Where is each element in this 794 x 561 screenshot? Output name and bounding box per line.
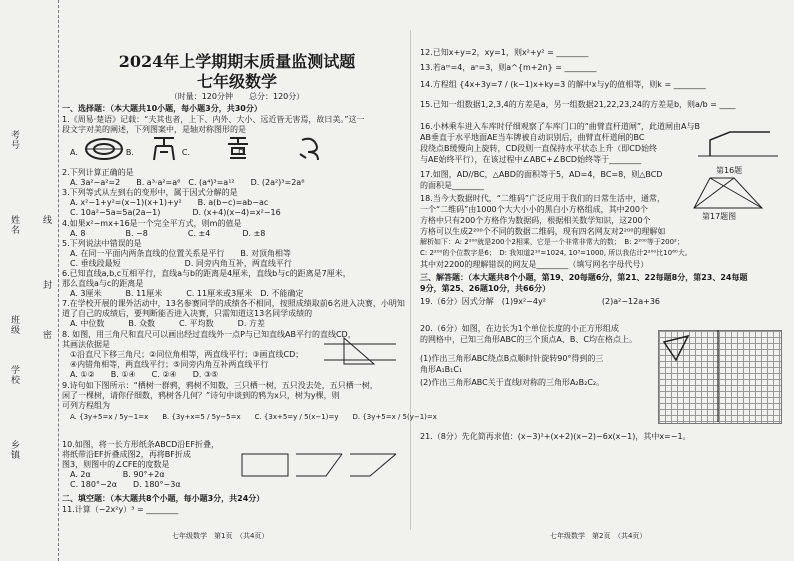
q8-text-a: 8. 如图，用三角尺和直尺可以画出经过直线外一点P与已知直线AB平行的直线CD， <box>62 330 356 339</box>
q18-text-a: 18.当今大数据时代，“二维码”广泛应用于我们的日常生活中，通常， <box>420 194 666 203</box>
q17-figure-label: 第17题图 <box>702 212 737 221</box>
q20-text-d: 角形A₁B₁C₁ <box>420 365 463 374</box>
q8-ruler-figure-icon <box>324 336 396 366</box>
q8-text-b: 其画法依据是 <box>62 340 110 349</box>
q10-text-b: 将纸带沿EF折叠成图2，再将BF折成 <box>62 450 191 459</box>
q9-text-b: 闲了一棵树，请你仔细数，鸦树各几何？”诗句中谈到的鸦为x只，树为y棵，则 <box>62 391 340 400</box>
binding-line-mark: 线 <box>41 215 51 225</box>
q9-options: A. {3y+5=x / 5y−1=x B. {3y+x=5 / 5y−5=x C. {3x+5=y / 5(x−1)=y D. {3y+5=x / 5(y−1)=x <box>70 413 437 421</box>
q18-text-d: 方格可以生成2²⁰⁰个不同的数据二维码，现有四名网友对2²⁰⁰的理解如 <box>420 227 666 236</box>
class-label: 班级 <box>9 315 19 335</box>
q15-text: 15.已知一组数据1,2,3,4的方差是a，另一组数据21,22,23,24的方差是b，则a/b = ____ <box>420 100 736 109</box>
section-1-heading: 一、选择题：（本大题共10小题，每小题3分，共30分） <box>62 104 262 113</box>
q1-text-b: 段文字对美的阐述，下列图案中，是轴对称图形的是 <box>62 125 246 134</box>
q20-text-e: (2)作出三角形ABC关于直线l对称的三角形A₂B₂C₂。 <box>420 378 605 387</box>
q12-text: 12.已知x+y=2，xy=1，则x²+y² = ________ <box>420 48 589 57</box>
q17-text-a: 17.如图，AD//BC，△ABD的面积等于5，AD=4，BC=8，则△BCD <box>420 170 663 179</box>
q11-text: 11.计算（−2x²y）³ = ________ <box>62 505 179 514</box>
q1-figure-c-icon <box>224 134 252 162</box>
town-label: 乡镇 <box>9 440 19 460</box>
q8-steps-a: ①沿直尺下移三角尺；②同位角相等，两直线平行；③画直线CD； <box>70 350 304 359</box>
q5-text: 5.下列说法中错误的是 <box>62 239 142 248</box>
q18-text-f: C: 2²⁰⁰的个位数字是6； D: 我知道2¹⁰=1024, 10³=1000, 所以我估计2²⁰⁰比10⁶⁰大。 <box>420 249 692 257</box>
q16-text-b: AB垂直于水平地面AE当车牌被自动识别后，曲臂直杆道闸的BC <box>420 133 645 142</box>
q8-options: A. ①② B. ①④ C. ②④ D. ③⑤ <box>70 370 219 379</box>
binding-seal-mark: 封 <box>41 280 51 290</box>
q2-options: A. 3a²−a²=2 B. a³·a²=a⁶ C. (a⁴)³=a¹² D. (2a²)³=2a⁶ <box>70 178 305 187</box>
q14-text: 14.方程组 {4x+3y=7 / (k−1)x+ky=3 的解中x与y的值相等，则k = ________ <box>420 80 706 89</box>
q7-text-a: 7.在学校开展的课外活动中，13名参赛同学的成绩各不相同，按照成绩取前6名进入决赛，小明知 <box>62 299 405 308</box>
q10-fold-figure-icon <box>240 446 400 486</box>
q1-figure-b-icon <box>150 134 178 162</box>
q18-text-g: 其中对2200的理解错误的网友是________（填写网名字母代号） <box>420 260 649 269</box>
q10-text-a: 10.如图，将一长方形纸条ABCD沿EF折叠， <box>62 440 219 449</box>
q6-options: A. 3厘米 B. 11厘米 C. 11厘米或3厘米 D. 不能确定 <box>70 289 304 298</box>
q10-text-c: 图3，则图中的∠CFE的度数是 <box>62 460 170 469</box>
q17-text-b: 的面积是________ <box>420 181 484 190</box>
q4-options: A. 8 B. −8 C. ±4 D. ±8 <box>70 229 266 238</box>
page-2 <box>420 0 785 561</box>
exam-subject: 七年级数学 <box>196 72 277 91</box>
section-2-heading: 二、填空题：（本大题共8个小题，每小题3分，共24分） <box>62 494 265 503</box>
exam-info: （时量：120分钟 总分：120分） <box>169 92 305 101</box>
q5-options-b: C. 垂线段最短 D. 同旁内角互补，两直线平行 <box>70 259 292 268</box>
q3-options-a: A. x²−1+y²=(x−1)(x+1)+y² B. a(b−c)=ab−ac <box>70 198 269 207</box>
q21-text: 21.（8分）先化简再求值：(x−3)²+(x+2)(x−2)−6x(x−1)，其中x=−1。 <box>420 432 691 441</box>
q20-text-b: 的网格中，已知三角形ABC的三个顶点A、B、C均在格点上。 <box>420 335 637 344</box>
q13-text: 13.若aᵐ=4，aⁿ=3，则a^{m+2n} = ________ <box>420 63 597 72</box>
q7-options: A. 中位数 B. 众数 C. 平均数 D. 方差 <box>70 319 265 328</box>
q19-text: 19.（6分）因式分解 (1)9x²−4y² (2)a²−12a+36 <box>420 297 661 306</box>
q18-text-c: 方格中只有200个方格作为数据码，根据相关数学知识，这200个 <box>420 216 651 225</box>
footer-page-2: 七年级数学 第2页 （共4页） <box>550 532 647 540</box>
q6-text-b: 那么直线a与c的距离是 <box>62 279 144 288</box>
binding-margin <box>0 0 59 561</box>
q3-text: 3.下列等式从左到右的变形中，属于因式分解的是 <box>62 188 238 197</box>
q4-text: 4.如果x²−mx+16是一个完全平方式，则m的值是 <box>62 219 242 228</box>
q9-text-c: 可列方程组为 <box>62 401 110 410</box>
q16-gate-figure-icon <box>698 126 778 160</box>
exam-no-label: 考号 <box>9 130 19 150</box>
q1-options: A. B. C. D. <box>70 148 247 157</box>
q16-text-a: 16.小林乘车进入车库时仔细观察了车库门口的“曲臂直杆道闸”，此道闸由A与B <box>420 122 700 131</box>
binding-seal2-mark: 密 <box>41 330 51 340</box>
q2-text: 2.下列计算正确的是 <box>62 168 134 177</box>
q9-text-a: 9.诗句如下图所示：“栖树一群鸦，鸦树不知数，三只栖一树，五只没去处，五只栖一树， <box>62 381 378 390</box>
section-3-heading-a: 三、解答题：（本大题共8个小题，第19、20每题6分，第21、22每题8分，第23、24每题 <box>420 273 748 282</box>
q18-text-e: 解析如下：A: 2²⁰⁰就是200个2相乘，它是一个非常非常大的数； B: 2²⁰⁰等于200²； <box>420 238 684 246</box>
q6-text-a: 6.已知直线a,b,c互相平行，直线a与b的距离是4厘米，直线b与c的距离是7厘米， <box>62 269 351 278</box>
q10-options-b: C. 180°−2α D. 180°−3α <box>70 480 181 489</box>
name-label: 姓名 <box>9 215 19 235</box>
q18-text-b: 一个“二维码”由1000个大大小小的黑白小方格组成，其中200个 <box>420 205 648 214</box>
q16-text-c: 段绕点B缓慢向上旋转，CD段则一直保持水平状态上升（即CD始终 <box>420 144 657 153</box>
q16-text-d: 与AE始终平行），在该过程中∠ABC+∠BCD始终等于________ <box>420 155 642 164</box>
q20-text-c: (1)作出三角形ABC绕点B点顺时针旋转90°得到的三 <box>420 354 604 363</box>
q1-text-a: 1.《周易·楚语》记载：“夫其也者，上下、内外、大小、远近皆无害焉，故曰美。”这一 <box>62 115 365 124</box>
q1-figure-d-icon <box>296 134 324 162</box>
q7-text-b: 道了自己的成绩后，要判断能否进入决赛，只需知道这13名同学成绩的 <box>62 309 313 318</box>
footer-page-1: 七年级数学 第1页 （共4页） <box>172 532 269 540</box>
q16-figure-label: 第16题 <box>716 166 743 175</box>
q20-text-a: 20.（6分）如图，在边长为1个单位长度的小正方形组成 <box>420 324 619 333</box>
section-3-heading-b: 9分，第25、26题10分，共66分） <box>420 284 551 293</box>
q20-triangle-icon <box>658 330 780 422</box>
q17-trapezoid-figure-icon <box>690 176 770 212</box>
q5-options-a: A. 在同一平面内两条直线的位置关系是平行 B. 对顶角相等 <box>70 249 291 258</box>
q8-steps-b: ④内错角相等，两直线平行；⑤同旁内角互补两直线平行 <box>70 360 269 369</box>
page-divider <box>410 30 411 530</box>
q10-options-a: A. 2α B. 90°+2α <box>70 470 165 479</box>
page-1 <box>62 0 437 561</box>
q3-options-b: C. 10a²−5a=5a(2a−1) D. (x+4)(x−4)=x²−16 <box>70 208 281 217</box>
q1-figure-a-icon <box>84 136 124 162</box>
exam-title: 2024年上学期期末质量监测试题 <box>118 52 356 71</box>
school-label: 学校 <box>9 365 19 385</box>
